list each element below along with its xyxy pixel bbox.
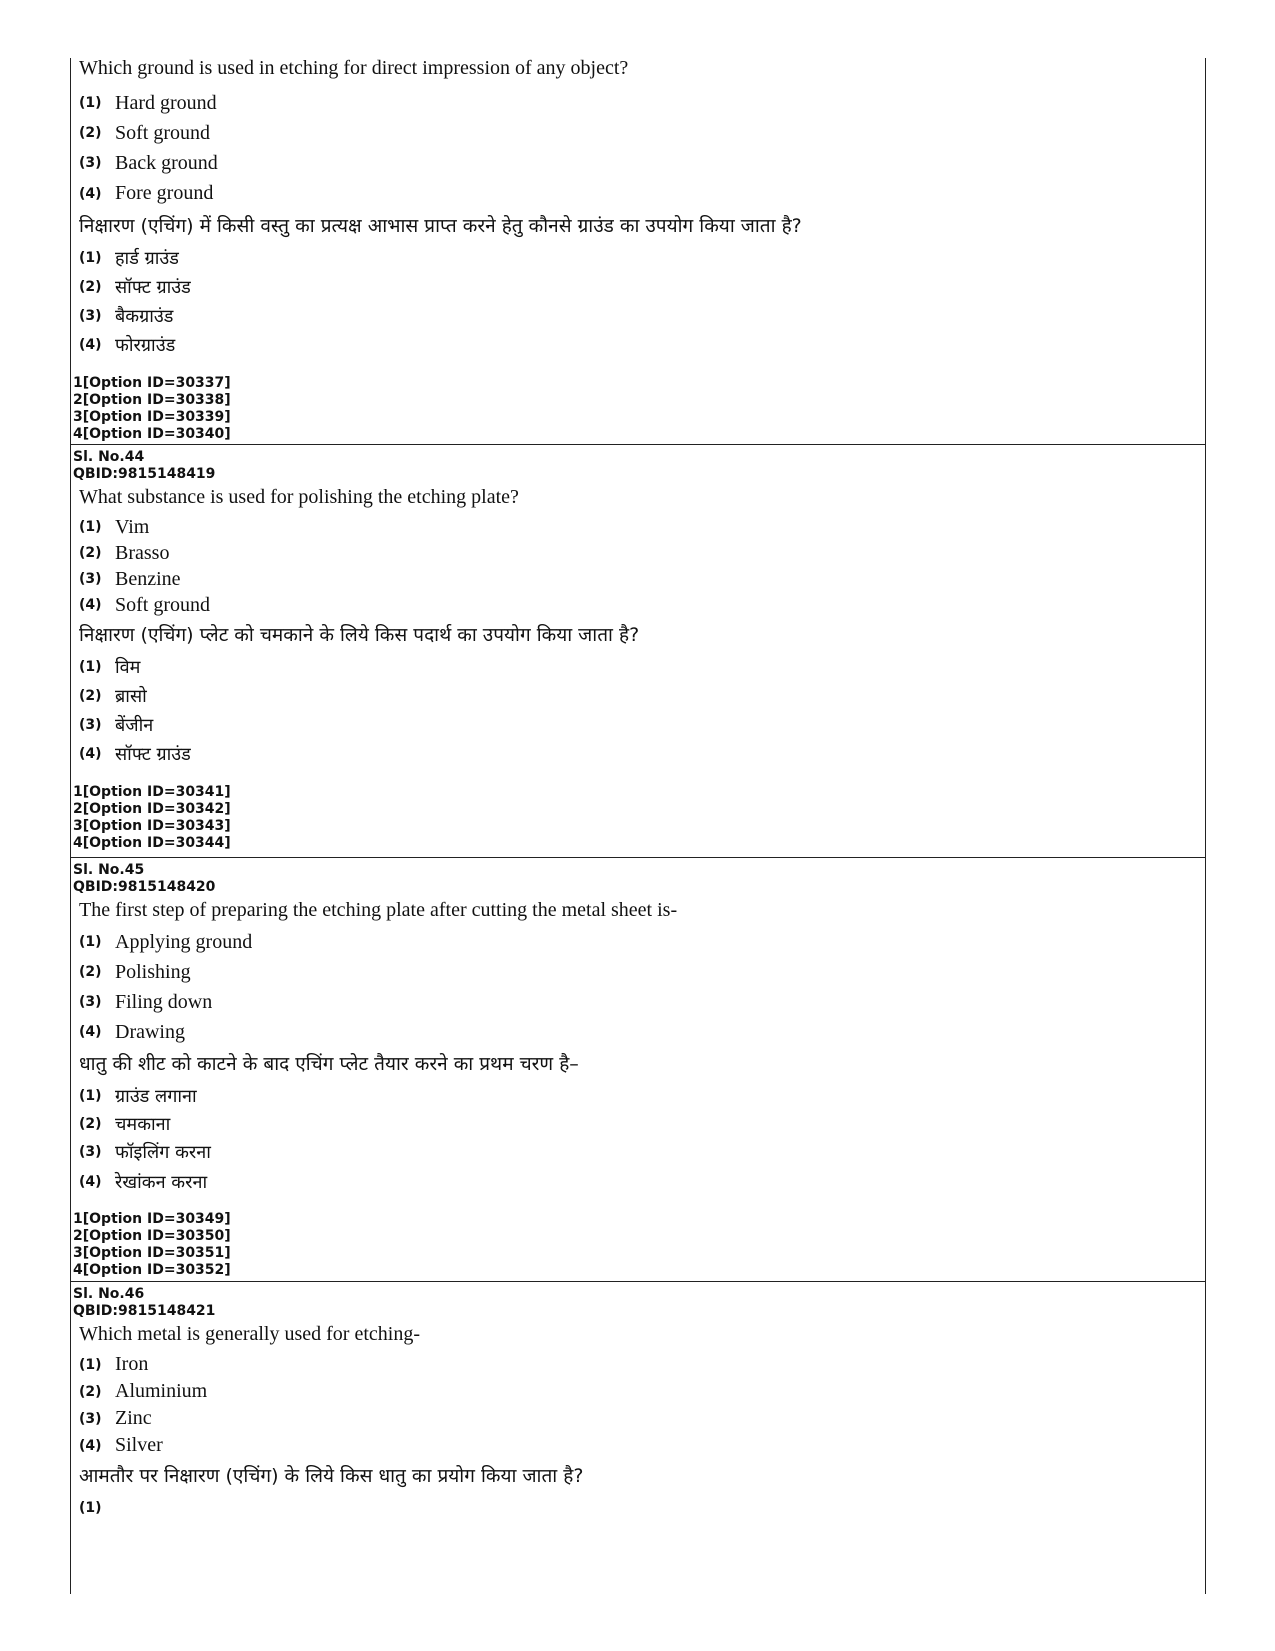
- option-number: (1): [79, 519, 102, 535]
- option-id: 4[Option ID=30352]: [73, 1262, 231, 1278]
- option-number: (3): [79, 716, 102, 733]
- option-text: Fore ground: [115, 182, 214, 204]
- option-text: Zinc: [115, 1407, 152, 1429]
- option-hi-4: [71, 330, 1205, 359]
- option-hi-4: [71, 739, 1205, 768]
- option-text: Drawing: [115, 1020, 185, 1043]
- option-en-4: [71, 178, 1205, 209]
- option-number: (2): [79, 687, 102, 704]
- option-text: चमकाना: [115, 1113, 171, 1135]
- question-text-hi: धातु की शीट को काटने के बाद एचिंग प्लेट तैयार करने का प्रथम चरण है–: [79, 1053, 579, 1075]
- option-number: (2): [79, 125, 102, 141]
- option-text: Polishing: [115, 960, 191, 983]
- qbid: QBID:9815148419: [73, 466, 216, 482]
- option-en-3: [71, 148, 1205, 178]
- option-id: 1[Option ID=30349]: [73, 1211, 231, 1227]
- option-hi-1: [71, 652, 1205, 681]
- question-text-en: Which ground is used in etching for direct impression of any object?: [79, 57, 629, 79]
- option-en-2: [71, 118, 1205, 148]
- option-en-4: [71, 592, 1205, 618]
- option-hi-2: [71, 1110, 1205, 1137]
- option-number: (4): [79, 185, 102, 202]
- option-number: (4): [79, 1174, 102, 1190]
- option-id: 4[Option ID=30340]: [73, 426, 231, 442]
- serial-number: Sl. No.44: [73, 449, 145, 465]
- option-number: (3): [79, 571, 102, 587]
- qbid: QBID:9815148421: [73, 1303, 216, 1319]
- option-text: Soft ground: [115, 121, 210, 144]
- option-en-2: [71, 957, 1205, 987]
- option-text: Filing down: [115, 990, 213, 1013]
- serial-number: Sl. No.45: [73, 862, 145, 878]
- option-text: Soft ground: [115, 593, 210, 616]
- option-number: (3): [79, 994, 102, 1010]
- option-number: (4): [79, 745, 102, 762]
- option-text: हार्ड ग्राउंड: [115, 247, 179, 269]
- question-block-46: [71, 1281, 1205, 1594]
- option-number: (1): [79, 1356, 102, 1373]
- option-text: फोरग्राउंड: [115, 334, 176, 356]
- option-text: सॉफ्ट ग्राउंड: [115, 276, 191, 298]
- option-text: विम: [115, 656, 141, 678]
- question-text-hi: निक्षारण (एचिंग) में किसी वस्तु का प्रत्यक्ष आभास प्राप्त करने हेतु कौनसे ग्राउंड का उपयोग किया जाता है?: [79, 215, 802, 237]
- option-text: सॉफ्ट ग्राउंड: [115, 743, 191, 765]
- option-text: ग्राउंड लगाना: [115, 1085, 197, 1107]
- option-number: (2): [79, 964, 102, 980]
- question-text-en: Which metal is generally used for etching-: [79, 1323, 420, 1345]
- option-id: 3[Option ID=30343]: [73, 818, 231, 834]
- option-en-4: [71, 1017, 1205, 1047]
- option-text: Back ground: [115, 151, 218, 174]
- option-hi-4: [71, 1167, 1205, 1197]
- question-block-44: [71, 444, 1205, 857]
- option-hi-3: [71, 301, 1205, 330]
- option-id: 4[Option ID=30344]: [73, 835, 231, 851]
- option-number: (1): [79, 658, 102, 675]
- option-en-1: [71, 514, 1205, 540]
- option-number: (4): [79, 1024, 102, 1040]
- option-en-2: [71, 1378, 1205, 1405]
- option-id: 3[Option ID=30351]: [73, 1245, 231, 1261]
- option-number: (2): [79, 545, 102, 561]
- question-block-45: [71, 857, 1205, 1281]
- option-text: Vim: [115, 515, 150, 538]
- option-id: 3[Option ID=30339]: [73, 409, 231, 425]
- option-text: Applying ground: [115, 930, 253, 953]
- option-text: Benzine: [115, 567, 181, 590]
- option-hi-2: [71, 681, 1205, 710]
- option-text: बेंजीन: [115, 714, 154, 736]
- option-hi-3: [71, 710, 1205, 739]
- question-text-hi: निक्षारण (एचिंग) प्लेट को चमकाने के लिये किस पदार्थ का उपयोग किया जाता है?: [79, 624, 640, 646]
- option-text: Aluminium: [115, 1380, 208, 1402]
- option-number: (4): [79, 336, 102, 353]
- option-id: 2[Option ID=30338]: [73, 392, 231, 408]
- option-hi-2: [71, 272, 1205, 301]
- option-text: ब्रासो: [115, 685, 147, 707]
- option-number: (1): [79, 934, 102, 950]
- option-hi-3: [71, 1137, 1205, 1167]
- question-text-en: What substance is used for polishing the etching plate?: [79, 486, 519, 508]
- option-id-list: [71, 359, 1205, 443]
- option-en-3: [71, 987, 1205, 1017]
- option-text: फॉइलिंग करना: [115, 1142, 211, 1163]
- option-number: (4): [79, 597, 102, 613]
- option-hi-1: [71, 1081, 1205, 1110]
- option-id: 2[Option ID=30342]: [73, 801, 231, 817]
- question-page: [70, 58, 1206, 1594]
- option-number: (1): [79, 95, 102, 111]
- option-id-list: [71, 768, 1205, 852]
- option-en-1: [71, 88, 1205, 118]
- option-text: रेखांकन करना: [115, 1172, 208, 1193]
- option-id: 1[Option ID=30337]: [73, 375, 231, 391]
- option-text: Iron: [115, 1353, 149, 1375]
- option-en-1: [71, 1351, 1205, 1378]
- option-number: (4): [79, 1437, 102, 1454]
- option-en-3: [71, 1405, 1205, 1432]
- option-number: (3): [79, 1410, 102, 1427]
- question-block-43: [71, 58, 1205, 444]
- option-id: 2[Option ID=30350]: [73, 1228, 231, 1244]
- option-number: (2): [79, 278, 102, 295]
- option-en-4: [71, 1432, 1205, 1459]
- option-number: (2): [79, 1115, 102, 1132]
- option-number: (3): [79, 1144, 102, 1160]
- option-number: (1): [79, 1499, 102, 1516]
- option-id: 1[Option ID=30341]: [73, 784, 231, 800]
- option-number: (1): [79, 1087, 102, 1104]
- question-text-en: The first step of preparing the etching plate after cutting the metal sheet is-: [79, 899, 678, 921]
- serial-number: Sl. No.46: [73, 1286, 145, 1302]
- option-en-1: [71, 927, 1205, 957]
- option-number: (3): [79, 307, 102, 324]
- option-text: Hard ground: [115, 91, 217, 114]
- qbid: QBID:9815148420: [73, 879, 216, 895]
- option-id-list: [71, 1197, 1205, 1279]
- option-en-2: [71, 540, 1205, 566]
- option-hi-1: [71, 1493, 1205, 1522]
- option-text: Brasso: [115, 541, 170, 564]
- option-text: बैकग्राउंड: [115, 305, 174, 327]
- option-text: Silver: [115, 1434, 163, 1456]
- option-hi-1: [71, 243, 1205, 272]
- option-en-3: [71, 566, 1205, 592]
- question-text-hi: आमतौर पर निक्षारण (एचिंग) के लिये किस धातु का प्रयोग किया जाता है?: [79, 1465, 584, 1487]
- option-number: (3): [79, 155, 102, 171]
- option-number: (2): [79, 1383, 102, 1400]
- option-number: (1): [79, 249, 102, 266]
